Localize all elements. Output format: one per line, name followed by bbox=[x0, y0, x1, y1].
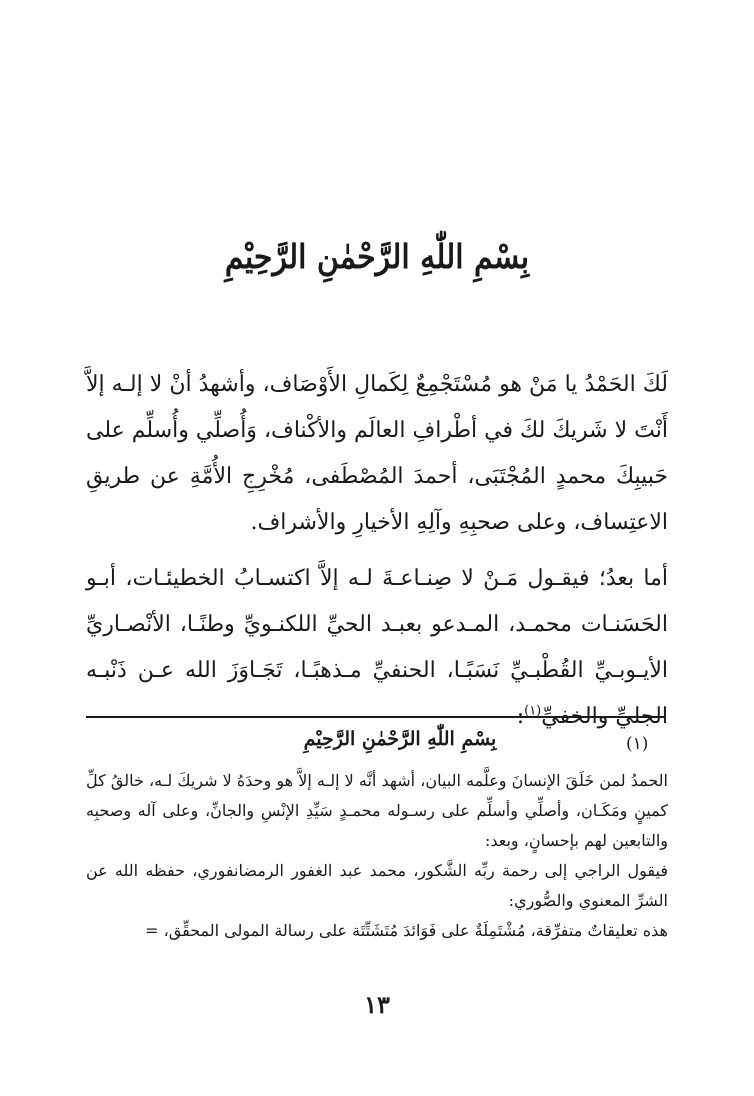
main-text-body bbox=[86, 362, 668, 740]
footnote-text bbox=[86, 766, 668, 946]
opening-paragraph: لَكَ الحَمْدُ يا مَنْ هو مُسْتَجْمِعٌ لِكَمالِ الأَوْصَاف، وأشهدُ أنْ لا إلـه إلاَّ أَنْتَ لا شَريكَ لكَ في أطْرافِ العالَم والأكْناف، وَأُصلِّي وأُسلِّم على حَبيبِكَ محمدٍ المُجْتَبَى، أحمدَ المُصْطَفى، مُخْرِجِ الأُمَّةِ عن طريقِ الاعتِساف، وعلى صحبِهِ وآلِهِ الأخيارِ والأشراف. bbox=[86, 372, 668, 535]
footnote-line: الحمدُ لمن خَلَقَ الإنسانَ وعلَّمه البيان، أشهد أنَّه لا إلـه إلاَّ هو وحدَهُ لا شريكَ لـه، خالقُ كلِّ كمينٍ ومَكَـان، وأصلِّي وأسلِّم على رسـوله محمـدٍ سَيِّدِ الإنْسِ والجانِّ، وعلى آله وصحبِه والتابعين لهم بإحسانٍ، وبعد: bbox=[86, 771, 669, 850]
paragraph-end-colon: : bbox=[516, 704, 525, 729]
continuation-mark: = bbox=[145, 921, 159, 940]
basmala-heading: بِسْمِ اللّٰهِ الرَّحْمٰنِ الرَّحِيْمِ bbox=[224, 238, 530, 277]
page-number: ١٣ bbox=[364, 990, 390, 1019]
footnote-line bbox=[86, 916, 668, 946]
footnote-separator-line bbox=[86, 716, 666, 718]
second-paragraph bbox=[86, 556, 668, 740]
footnote-line: فيقول الراجي إلى رحمة ربِّه الشَّكور، محمد عبد الغفور الرمضانفوري، حفظه الله عن الشرِّ المعنوي والصُّوري: bbox=[86, 861, 668, 910]
second-paragraph-text: أما بعدُ؛ فيقـول مَـنْ لا صِنـاعـةَ لـه إلاَّ اكتسـابُ الخطيئـات، أبـو الحَسَنـات محمـد، المـدعو بعبـد الحيِّ اللكنـويِّ وطنًـا، الأنْصـاريِّ الأيـوبـيِّ القُطْبـيِّ نَسَبًـا، الحنفيِّ مـذهبًـا، تَجَـاوَزَ الله عـن ذَنْبـه الجليِّ والخفيِّ bbox=[86, 566, 668, 729]
footnote-reference: (١) bbox=[524, 703, 542, 719]
footnote-basmala: بِسْمِ اللّٰهِ الرَّحْمٰنِ الرَّحِيْمِ bbox=[303, 728, 497, 750]
footnote-line-text: هذه تعليقاتٌ متفرِّقة، مُشْتَمِلَةٌ على فَوَائدَ مُتَشَتِّتَة على رسالة المولى المحقِّق، bbox=[163, 921, 668, 940]
footnote-number: (١) bbox=[626, 734, 649, 754]
